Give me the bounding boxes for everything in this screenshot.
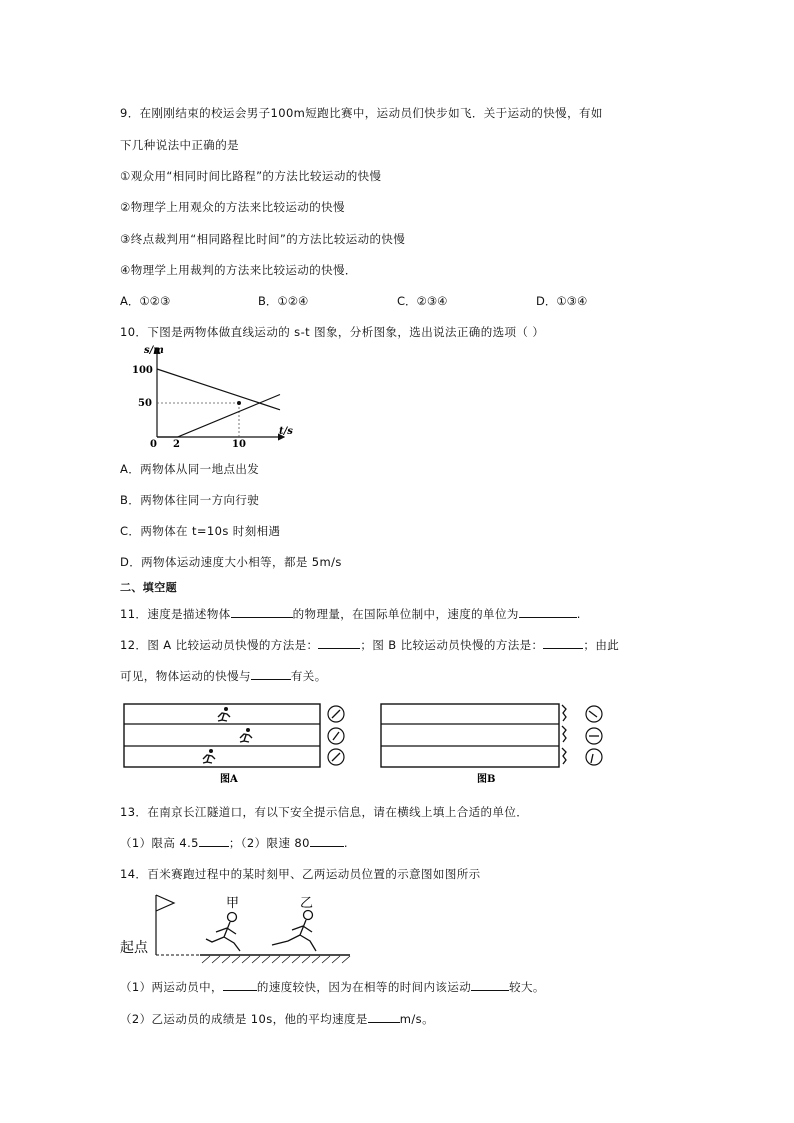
runner-a2-icon (240, 728, 252, 742)
sprint-diagram (120, 885, 360, 965)
figure-b-track (381, 704, 602, 767)
q10-option-c: C．两物体在 t=10s 时刻相遇 (120, 524, 281, 538)
q9-stem-line2: 下几种说法中正确的是 (120, 138, 239, 152)
q12-text-2: ；图 B 比较运动员快慢的方法是： (360, 638, 544, 652)
q12-text-5: 有关。 (290, 669, 327, 683)
figure-a-track (124, 704, 344, 767)
figure-b-label: 图B (477, 774, 496, 785)
series-line-b (157, 395, 280, 438)
q14-blank-1[interactable] (223, 980, 257, 991)
q11-text-1: 11．速度是描述物体 (120, 607, 231, 621)
label-jia: 甲 (226, 896, 240, 911)
q11-text-2: 的物理量，在国际单位制中，速度的单位为 (292, 607, 519, 621)
q9-option-c: C．②③④ (397, 294, 448, 308)
q9-item-1: ①观众用“相同时间比路程”的方法比较运动的快慢 (120, 169, 382, 183)
q9-option-d: D．①③④ (536, 294, 588, 308)
q14-text-5: m/s。 (399, 1012, 434, 1026)
x-tick-0: 0 (150, 439, 157, 450)
stopwatch-a3-icon (328, 749, 344, 765)
q14-text-2: 的速度较快，因为在相等的时间内该运动 (256, 980, 472, 994)
st-graph (124, 340, 304, 450)
series-line-a (157, 369, 280, 410)
q12-text-4: 可见，物体运动的快慢与 (120, 669, 251, 683)
x-tick-2: 2 (173, 439, 180, 450)
q10-stem: 10．下图是两物体做直线运动的 s-t 图象，分析图象，选出说法正确的选项（ ） (120, 325, 545, 339)
q11-blank-2[interactable] (519, 607, 577, 618)
q13-text-1: （1）限高 4.5 (120, 836, 199, 850)
finisher-b3-icon (562, 748, 566, 764)
start-label: 起点 (120, 940, 148, 956)
q14-stem: 14．百米赛跑过程中的某时刻甲、乙两运动员位置的示意图如图所示 (120, 867, 481, 881)
q9-item-4: ④物理学上用裁判的方法来比较运动的快慢． (120, 263, 357, 277)
intersection-point (237, 401, 241, 405)
q9-item-2: ②物理学上用观众的方法来比较运动的快慢 (120, 200, 345, 214)
q10-option-d: D．两物体运动速度大小相等，都是 5m/s (120, 555, 342, 569)
q9-stem-line1: 9．在刚刚结束的校运会男子100m短跑比赛中，运动员们快步如飞．关于运动的快慢，有如 (120, 106, 603, 120)
q12-text-3: ；由此 (583, 638, 620, 652)
q13-blank-2[interactable] (310, 836, 344, 847)
stopwatch-b1-icon (586, 706, 602, 722)
q13-text-2: ；（2）限速 80 (228, 836, 310, 850)
q12-line1 (120, 637, 619, 653)
q12-blank-1[interactable] (318, 638, 360, 649)
q11-text-3: . (576, 607, 581, 621)
stopwatch-b2-icon (586, 728, 602, 744)
q9-option-b: B．①②④ (258, 294, 309, 308)
race-figures (120, 698, 610, 788)
q11-line (120, 606, 581, 622)
y-tick-50: 50 (138, 398, 152, 409)
label-yi: 乙 (300, 896, 314, 911)
q13-blank-1[interactable] (199, 836, 229, 847)
q10-option-b: B．两物体往同一方向行驶 (120, 493, 260, 507)
q12-line2 (120, 668, 327, 684)
q11-blank-1[interactable] (231, 607, 293, 618)
q13-stem: 13．在南京长江隧道口，有以下安全提示信息，请在横线上填上合适的单位． (120, 805, 529, 819)
x-tick-10: 10 (232, 439, 246, 450)
finisher-b1-icon (562, 705, 566, 721)
q14-sub1 (120, 979, 545, 995)
stopwatch-a2-icon (328, 728, 344, 744)
stopwatch-a1-icon (328, 706, 344, 722)
y-tick-100: 100 (132, 365, 153, 376)
figure-a-label: 图A (220, 774, 238, 785)
q9-item-3: ③终点裁判用“相同路程比时间”的方法比较运动的快慢 (120, 232, 406, 246)
q12-blank-2[interactable] (543, 638, 583, 649)
finisher-b2-icon (562, 726, 566, 742)
q14-text-4: （2）乙运动员的成绩是 10s，他的平均速度是 (120, 1012, 368, 1026)
q14-blank-2[interactable] (471, 980, 509, 991)
runner-a1-icon (218, 707, 230, 721)
q13-text-3: . (343, 836, 348, 850)
q9-option-a: A．①②③ (120, 294, 171, 308)
q12-blank-3[interactable] (251, 669, 291, 680)
runner-a3-icon (203, 749, 215, 763)
q14-text-1: （1）两运动员中， (120, 980, 223, 994)
q13-line (120, 835, 348, 851)
q10-option-a: A．两物体从同一地点出发 (120, 462, 260, 476)
x-axis-label: t/s (279, 426, 293, 437)
runner-jia-icon (206, 913, 240, 952)
runner-yi-icon (272, 911, 316, 952)
q14-sub2 (120, 1011, 434, 1027)
q12-text-1: 12．图 A 比较运动员快慢的方法是： (120, 638, 319, 652)
q14-text-3: 较大。 (509, 980, 545, 994)
flag-icon (156, 895, 174, 955)
stopwatch-b3-icon (586, 749, 602, 765)
q14-blank-3[interactable] (368, 1012, 400, 1023)
y-axis-label: s/m (144, 345, 164, 356)
section-title: 二、填空题 (120, 581, 177, 594)
